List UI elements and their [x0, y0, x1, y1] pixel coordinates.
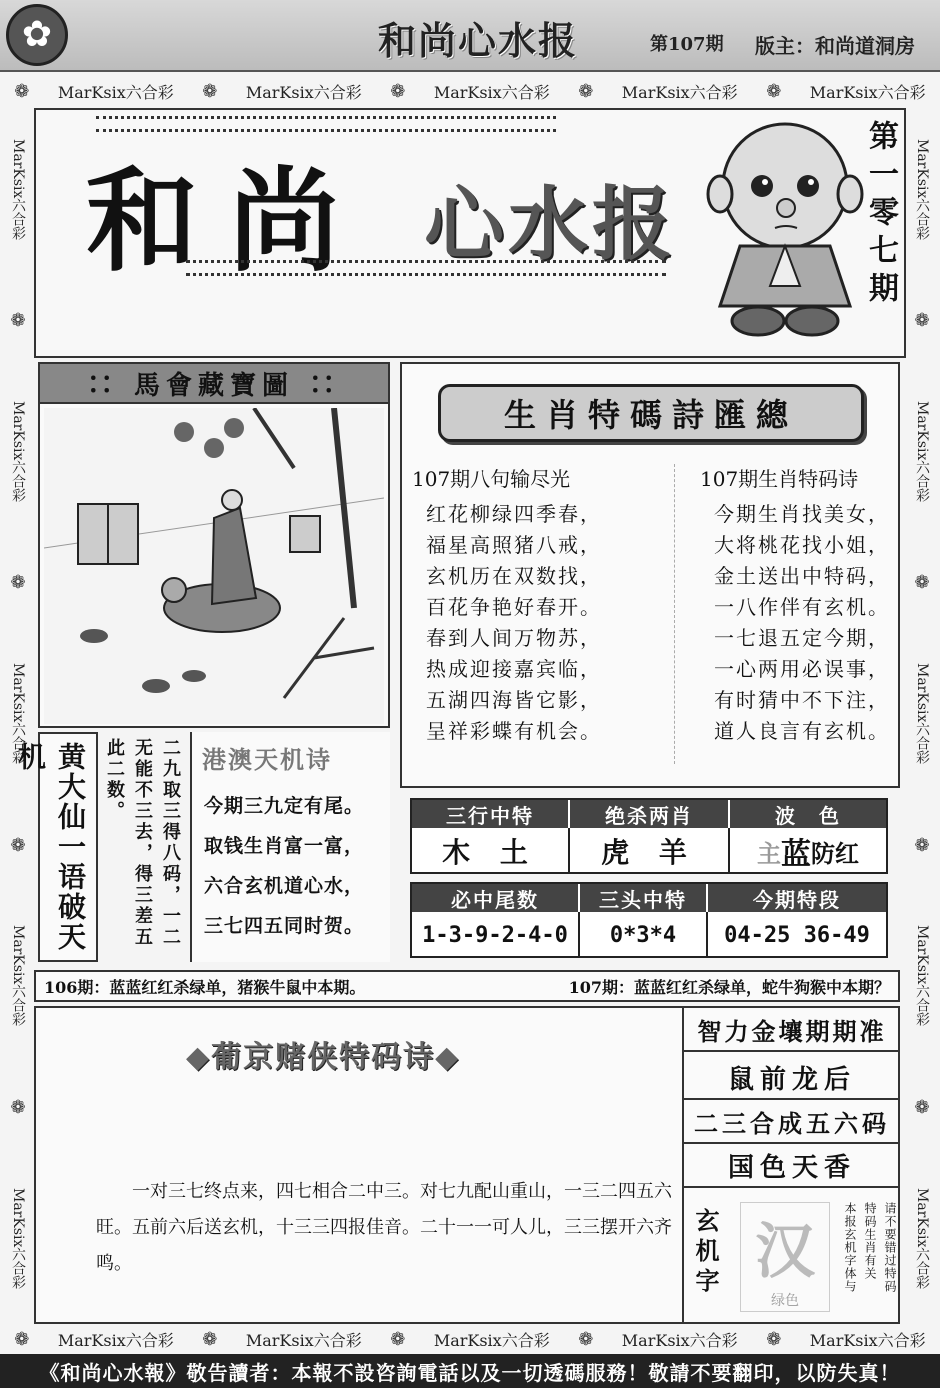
- masthead: [34, 108, 906, 358]
- poem-line: 热成迎接嘉宾临，: [426, 657, 602, 681]
- watermark-text: MarKsix六合彩: [914, 401, 930, 503]
- poem-line: 大将桃花找小姐，: [714, 533, 890, 557]
- poem-line: 一八作伴有玄机。: [714, 595, 890, 619]
- poem-line: 五湖四海皆它影，: [426, 688, 602, 712]
- watermark-text: MarKsix六合彩: [57, 1330, 174, 1350]
- grid-header: 今期特段: [708, 884, 886, 912]
- top-owner: 版主：和尚道洞房: [755, 34, 915, 58]
- right-panel-row: 国色天香: [684, 1144, 900, 1188]
- flower-icon: ❁: [14, 1328, 30, 1350]
- flower-icon: ❁: [7, 572, 29, 594]
- watermark-text: MarKsix六合彩: [245, 1330, 362, 1350]
- tianji-line: 今期三九定有尾。: [204, 795, 365, 817]
- masthead-title-part1: 和尚: [86, 156, 370, 287]
- watermark-text: MarKsix六合彩: [10, 138, 26, 241]
- poem-line: 玄机历在双数找，: [426, 564, 602, 588]
- xuanji-char: 汉: [755, 1217, 815, 1287]
- grid-cell-teduan: 04-25 36-49: [724, 922, 870, 948]
- watermark-text: MarKsix六合彩: [809, 82, 926, 102]
- flower-icon: ❁: [911, 1096, 933, 1118]
- grid-cell-santou: 0*3*4: [580, 912, 708, 958]
- result-prev: 106期：蓝蓝红红杀绿单，猪猴牛鼠中本期。: [44, 977, 366, 997]
- treasure-illustration: [44, 408, 384, 724]
- wave-main-label: 主: [757, 838, 781, 868]
- poem-right: [700, 464, 900, 747]
- flower-icon: ❁: [911, 572, 933, 594]
- grid-header: 波 色: [730, 800, 886, 828]
- watermark-row-bottom: [0, 1326, 940, 1352]
- poem-line: 百花争艳好春开。: [426, 595, 602, 619]
- watermark-text: MarKsix六合彩: [914, 663, 930, 765]
- wave-guard: 防红: [811, 838, 859, 868]
- right-panel: [682, 1008, 900, 1322]
- bottom-section: [34, 1006, 900, 1324]
- xuanji-note: [834, 1202, 896, 1312]
- issue-vertical: 第一零七期: [863, 120, 898, 310]
- poem-line: 呈祥彩蝶有机会。: [426, 719, 602, 743]
- tianji-poem-box: [190, 732, 390, 962]
- xuanji-note-col: 请不要错过特码: [883, 1202, 897, 1293]
- watermark-text: MarKsix六合彩: [914, 1187, 930, 1290]
- monk-cartoon-icon: [700, 116, 870, 348]
- watermark-text: MarKsix六合彩: [10, 663, 26, 765]
- tianji-body: [204, 786, 364, 946]
- top-banner: [0, 0, 940, 72]
- flower-icon: ❁: [911, 310, 933, 332]
- treasure-map-section: [38, 362, 390, 728]
- watermark-text: MarKsix六合彩: [10, 1187, 26, 1290]
- flower-icon: ❁: [202, 80, 218, 102]
- poems-divider: [674, 464, 675, 764]
- huangdaxian-note: [100, 732, 188, 962]
- results-line: [34, 970, 900, 1002]
- flower-icon: ❁: [578, 80, 594, 102]
- poem-line: 春到人间万物苏，: [426, 626, 602, 650]
- poem-line: 红花柳绿四季春，: [426, 502, 602, 526]
- flower-icon: ❁: [202, 1328, 218, 1350]
- poem-line: 福星高照猪八戒，: [426, 533, 602, 557]
- poem-left-title: 107期八句输尽光: [412, 467, 571, 491]
- xuanji-label: 玄机字: [691, 1208, 720, 1298]
- vine-decoration: [186, 260, 666, 276]
- watermark-text: MarKsix六合彩: [914, 138, 930, 241]
- watermark-text: MarKsix六合彩: [433, 1330, 550, 1350]
- right-panel-row: 智力金壤期期准: [684, 1008, 900, 1052]
- treasure-title: ∷ 馬會藏寶圖 ∷: [40, 364, 388, 404]
- prediction-grid-1: [410, 798, 888, 874]
- poem-line: 一心两用必误事，: [714, 657, 890, 681]
- watermark-text: MarKsix六合彩: [10, 925, 26, 1027]
- grid-header: 三行中特: [412, 800, 570, 828]
- grid-header: 绝杀两肖: [570, 800, 730, 828]
- grid-cell-wave: [730, 828, 886, 874]
- top-issue: 第107期: [650, 34, 724, 55]
- watermark-text: MarKsix六合彩: [433, 82, 550, 102]
- watermark-text: MarKsix六合彩: [57, 82, 174, 102]
- right-panel-row: 二三合成五六码: [684, 1100, 900, 1144]
- xuanji-note-col: 特码生肖有关: [863, 1202, 877, 1280]
- watermark-text: MarKsix六合彩: [621, 82, 738, 102]
- watermark-col-left: [4, 104, 32, 1324]
- flower-icon: ❁: [766, 1328, 782, 1350]
- huangdaxian-note-col: 二九取三得八码，一二: [160, 738, 181, 948]
- poem-right-title: 107期生肖特码诗: [700, 467, 859, 491]
- huangdaxian-note-col: 无能不三去，得三差五: [132, 738, 153, 948]
- grid-header: 必中尾数: [412, 884, 580, 912]
- gamble-title: ◆葡京赌侠特码诗◆: [186, 1040, 461, 1075]
- watermark-col-right: [908, 104, 936, 1324]
- top-title: 和尚心水报: [378, 18, 579, 63]
- xuanji-char-box: [740, 1202, 830, 1312]
- poem-left: [412, 464, 662, 747]
- huangdaxian-note-col: 此二数。: [104, 738, 125, 822]
- gamble-body: 一对三七终点来，四七相合二中三。对七九配山重山，一三二四五六旺。五前六后送玄机，十三三四报佳音。二十一一可人儿，三三摆开六齐鸣。: [96, 1181, 672, 1274]
- poems-banner: 生肖特碼詩匯總: [438, 384, 864, 442]
- poem-line: 道人良言有玄机。: [714, 719, 890, 743]
- flower-icon: ❁: [766, 80, 782, 102]
- poem-line: 一七退五定今期，: [714, 626, 890, 650]
- xuanji-note-col: 本报玄机字体与: [843, 1202, 857, 1293]
- tianji-line: 取钱生肖富一富，: [204, 835, 365, 857]
- grid-cell-sanxing: 木 土: [412, 828, 570, 874]
- grid-cell-juesha: 虎 羊: [570, 828, 730, 874]
- watermark-text: MarKsix六合彩: [245, 82, 362, 102]
- flower-icon: ❁: [390, 80, 406, 102]
- vine-decoration: [96, 116, 556, 132]
- masthead-title-part2: 心水报: [424, 177, 676, 271]
- flower-icon: ❁: [7, 834, 29, 856]
- right-panel-row: 鼠前龙后: [684, 1056, 900, 1100]
- tianji-line: 六合玄机道心水，: [204, 875, 365, 897]
- flower-icon: ❁: [7, 310, 29, 332]
- watermark-row-top: [0, 78, 940, 104]
- watermark-text: MarKsix六合彩: [914, 925, 930, 1027]
- prediction-grid-2: [410, 882, 888, 958]
- poem-line: 今期生肖找美女，: [714, 502, 890, 526]
- wave-main: 蓝: [781, 837, 811, 872]
- tianji-title: 港澳天机诗: [202, 745, 332, 774]
- watermark-text: MarKsix六合彩: [809, 1330, 926, 1350]
- grid-header: 三头中特: [580, 884, 708, 912]
- flower-icon: ❁: [390, 1328, 406, 1350]
- huangdaxian-box: [14, 732, 98, 962]
- grid-cell-weishu: 1-3-9-2-4-0: [412, 912, 580, 958]
- huangdaxian-title: 黄大仙一语破天机: [14, 742, 87, 952]
- flower-icon: ❁: [14, 80, 30, 102]
- flower-icon: ❁: [7, 1096, 29, 1118]
- flower-icon: ❁: [578, 1328, 594, 1350]
- watermark-text: MarKsix六合彩: [10, 401, 26, 503]
- poem-line: 金土送出中特码，: [714, 564, 890, 588]
- result-curr: 107期：蓝蓝红红杀绿单，蛇牛狗猴中本期？: [568, 977, 890, 997]
- xuanji-box: [684, 1192, 900, 1322]
- poems-section: [400, 362, 900, 788]
- flower-icon: ❁: [911, 834, 933, 856]
- tianji-line: 三七四五同时贺。: [204, 915, 365, 937]
- poem-line: 有时猜中不下注，: [714, 688, 890, 712]
- watermark-text: MarKsix六合彩: [621, 1330, 738, 1350]
- xuanji-char-sub: 绿色: [771, 1293, 799, 1309]
- bauhinia-emblem-icon: ✿: [6, 4, 68, 66]
- bottom-notice: 《和尚心水報》敬告讀者：本報不設咨詢電話以及一切透碼服務！敬請不要翻印，以防失真！: [0, 1354, 940, 1388]
